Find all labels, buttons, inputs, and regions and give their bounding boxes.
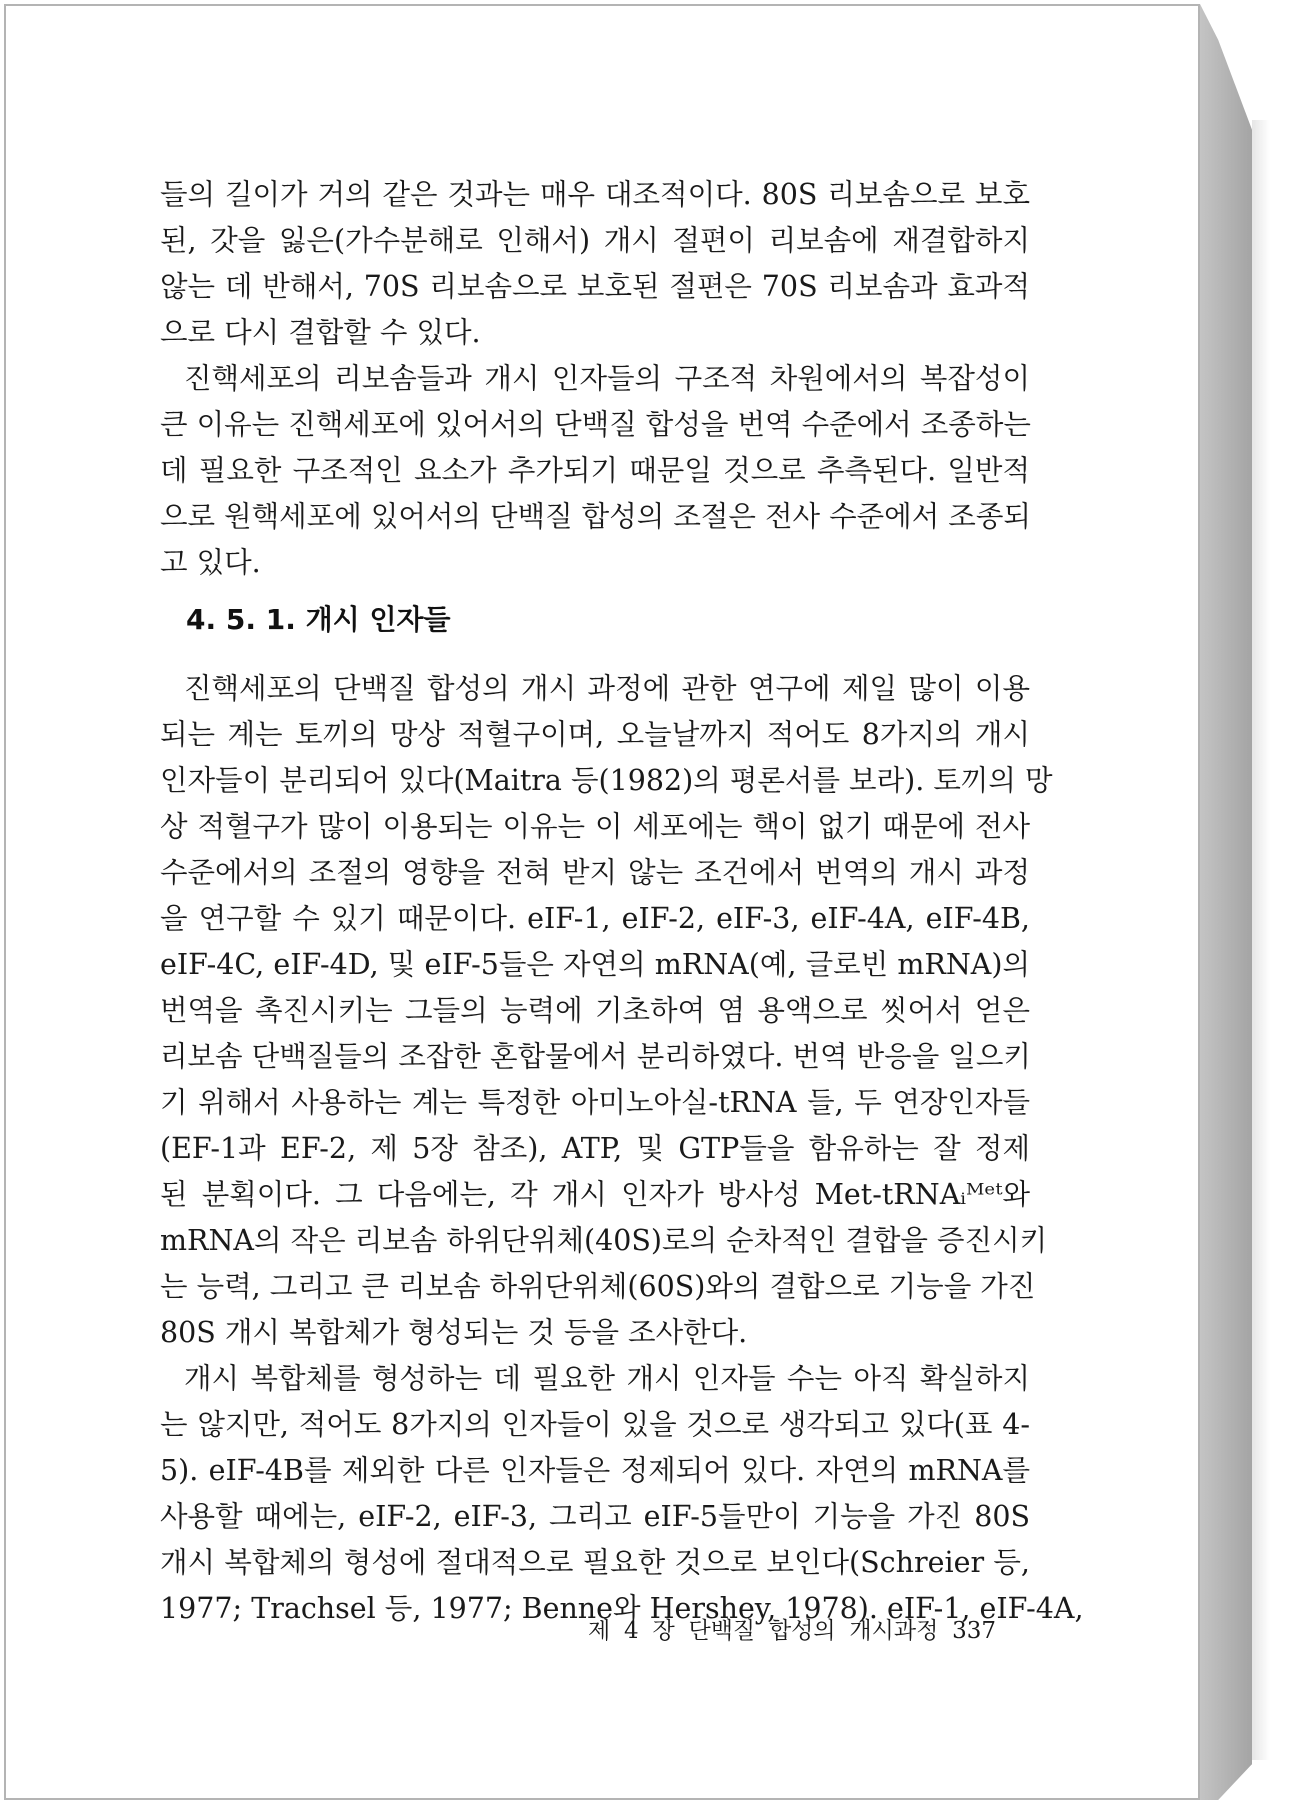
footer-chapter-title: 단백질 합성의 개시과정	[688, 1618, 939, 1644]
text-line: 상 적혈구가 많이 이용되는 이유는 이 세포에는 핵이 없기 때문에 전사	[160, 810, 1030, 843]
text-line: 기 위해서 사용하는 계는 특정한 아미노아실-tRNA 들, 두 연장인자들	[160, 1086, 1030, 1119]
page-footer	[588, 1612, 996, 1645]
text-line: 들의 길이가 거의 같은 것과는 매우 대조적이다. 80S 리보솜으로 보호	[160, 178, 1030, 211]
text-line: 번역을 촉진시키는 그들의 능력에 기초하여 염 용액으로 씻어서 얻은	[160, 994, 1030, 1027]
paragraph-4	[160, 1356, 1084, 1632]
text-line: 진핵세포의 단백질 합성의 개시 과정에 관한 연구에 제일 많이 이용	[184, 672, 1030, 705]
section-heading	[186, 598, 451, 638]
text-line: 는 능력, 그리고 큰 리보솜 하위단위체(60S)와의 결합으로 기능을 가진	[160, 1270, 1036, 1303]
text-line: 수준에서의 조절의 영향을 전혀 받지 않는 조건에서 번역의 개시 과정	[160, 856, 1030, 889]
text-block-lower	[160, 666, 1084, 1632]
text-line: 개시 복합체의 형성에 절대적으로 필요한 것으로 보인다(Schreier 등,	[160, 1546, 1030, 1579]
text-line: 데 필요한 구조적인 요소가 추가되기 때문일 것으로 추측된다. 일반적	[160, 454, 1030, 487]
text-line: 1977; Trachsel 등, 1977; Benne와 Hershey, 1978). eIF-1, eIF-4A,	[160, 1592, 1084, 1625]
paragraph-3	[160, 666, 1053, 1356]
footer-chapter: 제 4 장	[588, 1618, 675, 1644]
section-number: 4. 5. 1.	[186, 603, 296, 636]
text-line: mRNA의 작은 리보솜 하위단위체(40S)로의 순차적인 결합을 증진시키	[160, 1224, 1048, 1257]
text-line: 사용할 때에는, eIF-2, eIF-3, 그리고 eIF-5들만이 기능을 가진 80S	[160, 1500, 1030, 1533]
text-line: 진핵세포의 리보솜들과 개시 인자들의 구조적 차원에서의 복잡성이	[184, 362, 1030, 395]
text-line: 않는 데 반해서, 70S 리보솜으로 보호된 절편은 70S 리보솜과 효과적	[160, 270, 1030, 303]
text-line: eIF-4C, eIF-4D, 및 eIF-5들은 자연의 mRNA(예, 글로빈 mRNA)의	[160, 948, 1030, 981]
text-line: 개시 복합체를 형성하는 데 필요한 개시 인자들 수는 아직 확실하지	[184, 1362, 1030, 1395]
text-line: 으로 다시 결합할 수 있다.	[160, 316, 481, 349]
text-line: 5). eIF-4B를 제외한 다른 인자들은 정제되어 있다. 자연의 mRNA를	[160, 1454, 1030, 1487]
text-line: 된, 갓을 잃은(가수분해로 인해서) 개시 절편이 리보솜에 재결합하지	[160, 224, 1030, 257]
text-line: 으로 원핵세포에 있어서의 단백질 합성의 조절은 전사 수준에서 조종되	[160, 500, 1031, 533]
page-shadow	[1252, 120, 1270, 1760]
text-line: 리보솜 단백질들의 조잡한 혼합물에서 분리하였다. 번역 반응을 일으키	[160, 1040, 1031, 1073]
text-line: 되는 계는 토끼의 망상 적혈구이며, 오늘날까지 적어도 8가지의 개시	[160, 718, 1030, 751]
text-line: 된 분획이다. 그 다음에는, 각 개시 인자가 방사성 Met-tRNAᵢᴹᵉᵗ와	[160, 1178, 1030, 1211]
text-line: 인자들이 분리되어 있다(Maitra 등(1982)의 평론서를 보라). 토끼의 망	[160, 764, 1053, 797]
text-line: 을 연구할 수 있기 때문이다. eIF-1, eIF-2, eIF-3, eIF-4A, eIF-4B,	[160, 902, 1030, 935]
text-line: 80S 개시 복합체가 형성되는 것 등을 조사한다.	[160, 1316, 748, 1349]
section-title: 개시 인자들	[305, 603, 451, 636]
text-line: 는 않지만, 적어도 8가지의 인자들이 있을 것으로 생각되고 있다(표 4-	[160, 1408, 1030, 1441]
text-line: (EF-1과 EF-2, 제 5장 참조), ATP, 및 GTP들을 함유하는 잘 정제	[160, 1132, 1030, 1165]
text-block-upper	[160, 172, 1030, 586]
paragraph-1	[160, 172, 1030, 356]
text-line: 큰 이유는 진핵세포에 있어서의 단백질 합성을 번역 수준에서 조종하는	[160, 408, 1031, 441]
paragraph-2	[160, 356, 1030, 586]
page-number: 337	[952, 1618, 997, 1644]
text-line: 고 있다.	[160, 546, 261, 579]
page-edge-stack	[1200, 4, 1252, 1800]
